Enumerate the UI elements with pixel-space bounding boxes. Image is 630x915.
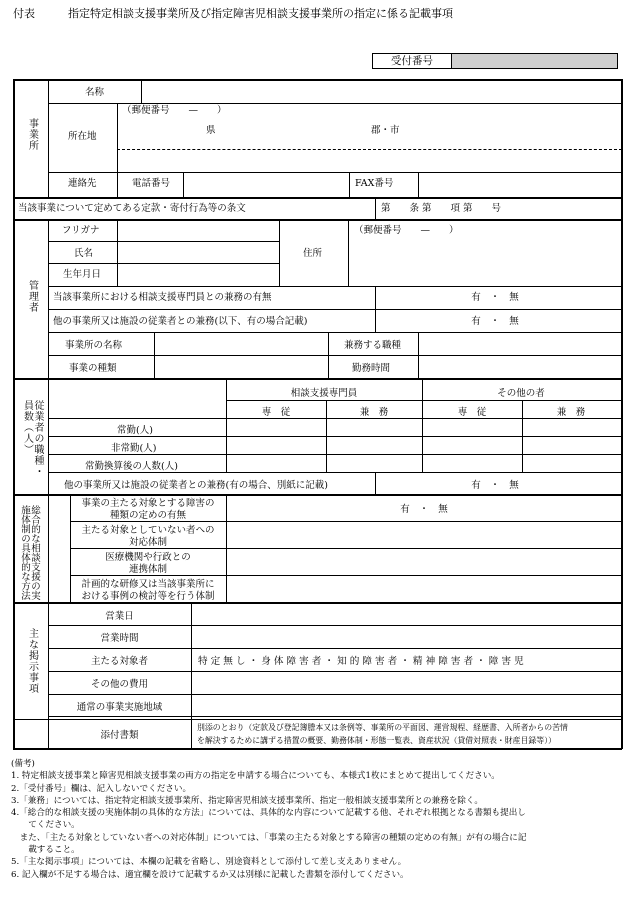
manager-q2-yesno: 有 ・ 無 [471, 316, 519, 327]
office-postal: （郵便番号 — ） [122, 105, 227, 116]
note-line: 2.「受付番号」欄は、記入しないでください。 [11, 783, 192, 794]
manager-birth-label: 生年月日 [63, 269, 102, 280]
grid-line [141, 79, 142, 103]
main-section-label: 主な掲示事項 [26, 628, 38, 694]
attach-line2: を解決するために講ずる措置の概要、勤務体制・形態一覧表、資産状況（貸借対照表・財産目録等）） [197, 736, 557, 745]
manager-postal: （郵便番号 — ） [354, 225, 459, 236]
grid-line [48, 472, 49, 494]
method-section-label: 総合的な相談支援の実施体制の具体的な方法 [18, 505, 40, 600]
grid-line [48, 378, 49, 472]
grid-line [13, 494, 622, 496]
note-line: 5.「主な掲示事項」については、本欄の記載を省略し、別途資料として添付して差し支えありません。 [11, 857, 407, 868]
note-line: 1. 特定相談支援事業と障害児相談支援事業の両方の指定を申請する場合についても、本様式1枚にまとめて提出してください。 [11, 771, 500, 782]
staff-specialist-dedicated: 専 従 [261, 407, 291, 418]
method-item-3-line1: 医療機関や行政との [105, 552, 191, 563]
method-item-1-line1: 事業の主たる対象とする障害の [81, 498, 215, 509]
staff-other-yesno: 有 ・ 無 [471, 480, 519, 491]
office-section-label: 事業所 [26, 118, 38, 151]
manager-q1-yesno: 有 ・ 無 [471, 292, 519, 303]
grid-line [48, 671, 622, 672]
main-target: 主たる対象者 [90, 656, 148, 667]
grid-line [48, 472, 622, 473]
staff-row-parttime: 非常勤(人) [111, 443, 157, 454]
staff-row-fulltime: 常勤(人) [117, 425, 153, 436]
grid-line [48, 716, 622, 717]
grid-line [117, 172, 118, 197]
method-item-3-line2: 連携体制 [128, 564, 167, 575]
grid-line [13, 378, 622, 380]
main-service-area: 通常の事業実施地域 [76, 702, 163, 713]
manager-hours-label: 勤務時間 [352, 363, 391, 374]
note-line: また、「主たる対象としていない者への対応体制」については、「事業の主たる対象とする障害の種類の定めの有無」が有の場合に記 [11, 832, 527, 843]
grid-line [13, 197, 622, 199]
grid-line [48, 172, 622, 173]
staff-specialist-concurrent: 兼 務 [359, 407, 389, 418]
manager-address-label: 住所 [303, 248, 323, 259]
notes [11, 758, 526, 881]
staff-specialist-header: 相談支援専門員 [290, 388, 358, 399]
grid-line [48, 494, 49, 602]
staff-section-label: 従業者の職種・員数（人） [21, 400, 43, 477]
grid-line [13, 719, 622, 720]
method-item-4-line2: おける事例の検討等を行う体制 [81, 591, 215, 602]
office-phone-label: 電話番号 [132, 178, 171, 189]
manager-section-label: 管理者 [26, 280, 38, 313]
method-yesno: 有 ・ 無 [400, 504, 448, 515]
staff-other-concurrent: 兼 務 [556, 407, 586, 418]
form-title: 付表 指定特定相談支援事業所及び指定障害児相談支援事業所の指定に係る記載事項 [13, 7, 453, 20]
grid-line [13, 219, 622, 221]
grid-line [13, 79, 622, 81]
staff-row-converted: 常勤換算後の人数(人) [85, 461, 178, 472]
method-item-2-line1: 主たる対象としていない者への [81, 525, 215, 536]
grid-line [48, 454, 622, 455]
articles-label: 当該事業について定めてある定款・寄付行為等の条文 [18, 203, 246, 214]
attach-label: 添付書類 [100, 730, 139, 741]
grid-line [48, 625, 622, 626]
staff-other-dedicated: 専 従 [457, 407, 487, 418]
office-contact-label: 連絡先 [68, 178, 97, 189]
grid-line [117, 219, 118, 286]
grid-line [13, 79, 15, 749]
main-business-days: 営業日 [105, 611, 134, 622]
manager-name-label: 氏名 [74, 248, 94, 259]
grid-line [375, 472, 376, 494]
grid-line [117, 103, 118, 172]
grid-line [48, 263, 279, 264]
manager-furigana-label: フリガナ [62, 225, 100, 236]
grid-line [226, 400, 622, 401]
grid-line [48, 694, 622, 695]
manager-facility-name-label: 事業所の名称 [65, 340, 123, 351]
method-item-2 [70, 525, 226, 549]
method-item-1-line2: 種類の定めの有無 [109, 510, 186, 521]
dashed-line [117, 149, 622, 150]
office-address-label: 所在地 [68, 131, 97, 142]
grid-line [48, 332, 622, 333]
office-prefecture: 県 [206, 125, 216, 136]
staff-other-question: 他の事業所又は施設の従業者との兼務(有の場合、別紙に記載) [64, 480, 328, 491]
grid-line [48, 648, 622, 649]
main-business-hours: 営業時間 [100, 633, 139, 644]
staff-other-header: その他の者 [497, 388, 545, 399]
method-item-4 [70, 579, 226, 603]
grid-line [48, 309, 622, 310]
grid-line [48, 436, 622, 437]
articles-value: 第 条 第 項 第 号 [381, 203, 502, 214]
manager-facility-type-label: 事業の種類 [69, 363, 117, 374]
grid-line [279, 219, 280, 286]
notes-heading: (備考) [11, 759, 35, 769]
grid-line [13, 748, 622, 750]
note-line: 4.「総合的な相談支援の実施体制の具体的な方法」については、具体的な内容について記載する他、それぞれ根拠となる書類も提出し [11, 808, 526, 819]
grid-line [48, 103, 622, 104]
method-item-1 [70, 498, 226, 522]
note-line: 3.「兼務」については、指定特定相談支援事業所、指定障害児相談支援事業所、指定一般相談支援事業所との兼務を除く。 [11, 795, 483, 806]
grid-line [48, 355, 622, 356]
grid-line [348, 219, 349, 286]
note-line: 6. 記入欄が不足する場合は、適宜欄を設けて記載するか又は別様に記載した書類を添付してください。 [11, 869, 409, 880]
method-item-3 [70, 552, 226, 576]
grid-line [183, 172, 184, 197]
office-name-label: 名称 [85, 87, 105, 98]
office-city: 郡・市 [371, 125, 400, 136]
grid-line [375, 197, 376, 219]
main-other-costs: その他の費用 [90, 679, 148, 690]
grid-line [48, 286, 622, 287]
manager-q2: 他の事業所又は施設の従業者との兼務(以下、有の場合記載) [53, 316, 308, 327]
note-line: てください。 [11, 820, 80, 831]
main-target-value: 特 定 無 し ・ 身 体 障 害 者 ・ 知 的 障 害 者 ・ 精 神 障 害 者 ・ 障 害 児 [198, 656, 524, 667]
note-line: 載すること。 [11, 845, 80, 856]
grid-line [418, 172, 419, 197]
grid-line [48, 79, 49, 197]
manager-q1: 当該事業所における相談支援専門員との兼務の有無 [53, 292, 272, 303]
method-item-2-line2: 対応体制 [128, 537, 167, 548]
attach-line1: 別添のとおり（定款及び登記簿謄本又は条例等、事業所の平面図、運営規程、経歴書、入所者からの苦情 [197, 723, 568, 732]
method-item-4-line1: 計画的な研修又は当該事業所に [81, 579, 215, 590]
grid-line [48, 241, 279, 242]
office-fax-label: FAX番号 [355, 178, 394, 189]
receipt-number-label: 受付番号 [373, 54, 452, 68]
grid-line [349, 172, 350, 197]
manager-job-label: 兼務する職種 [344, 340, 402, 351]
grid-line [48, 418, 622, 419]
